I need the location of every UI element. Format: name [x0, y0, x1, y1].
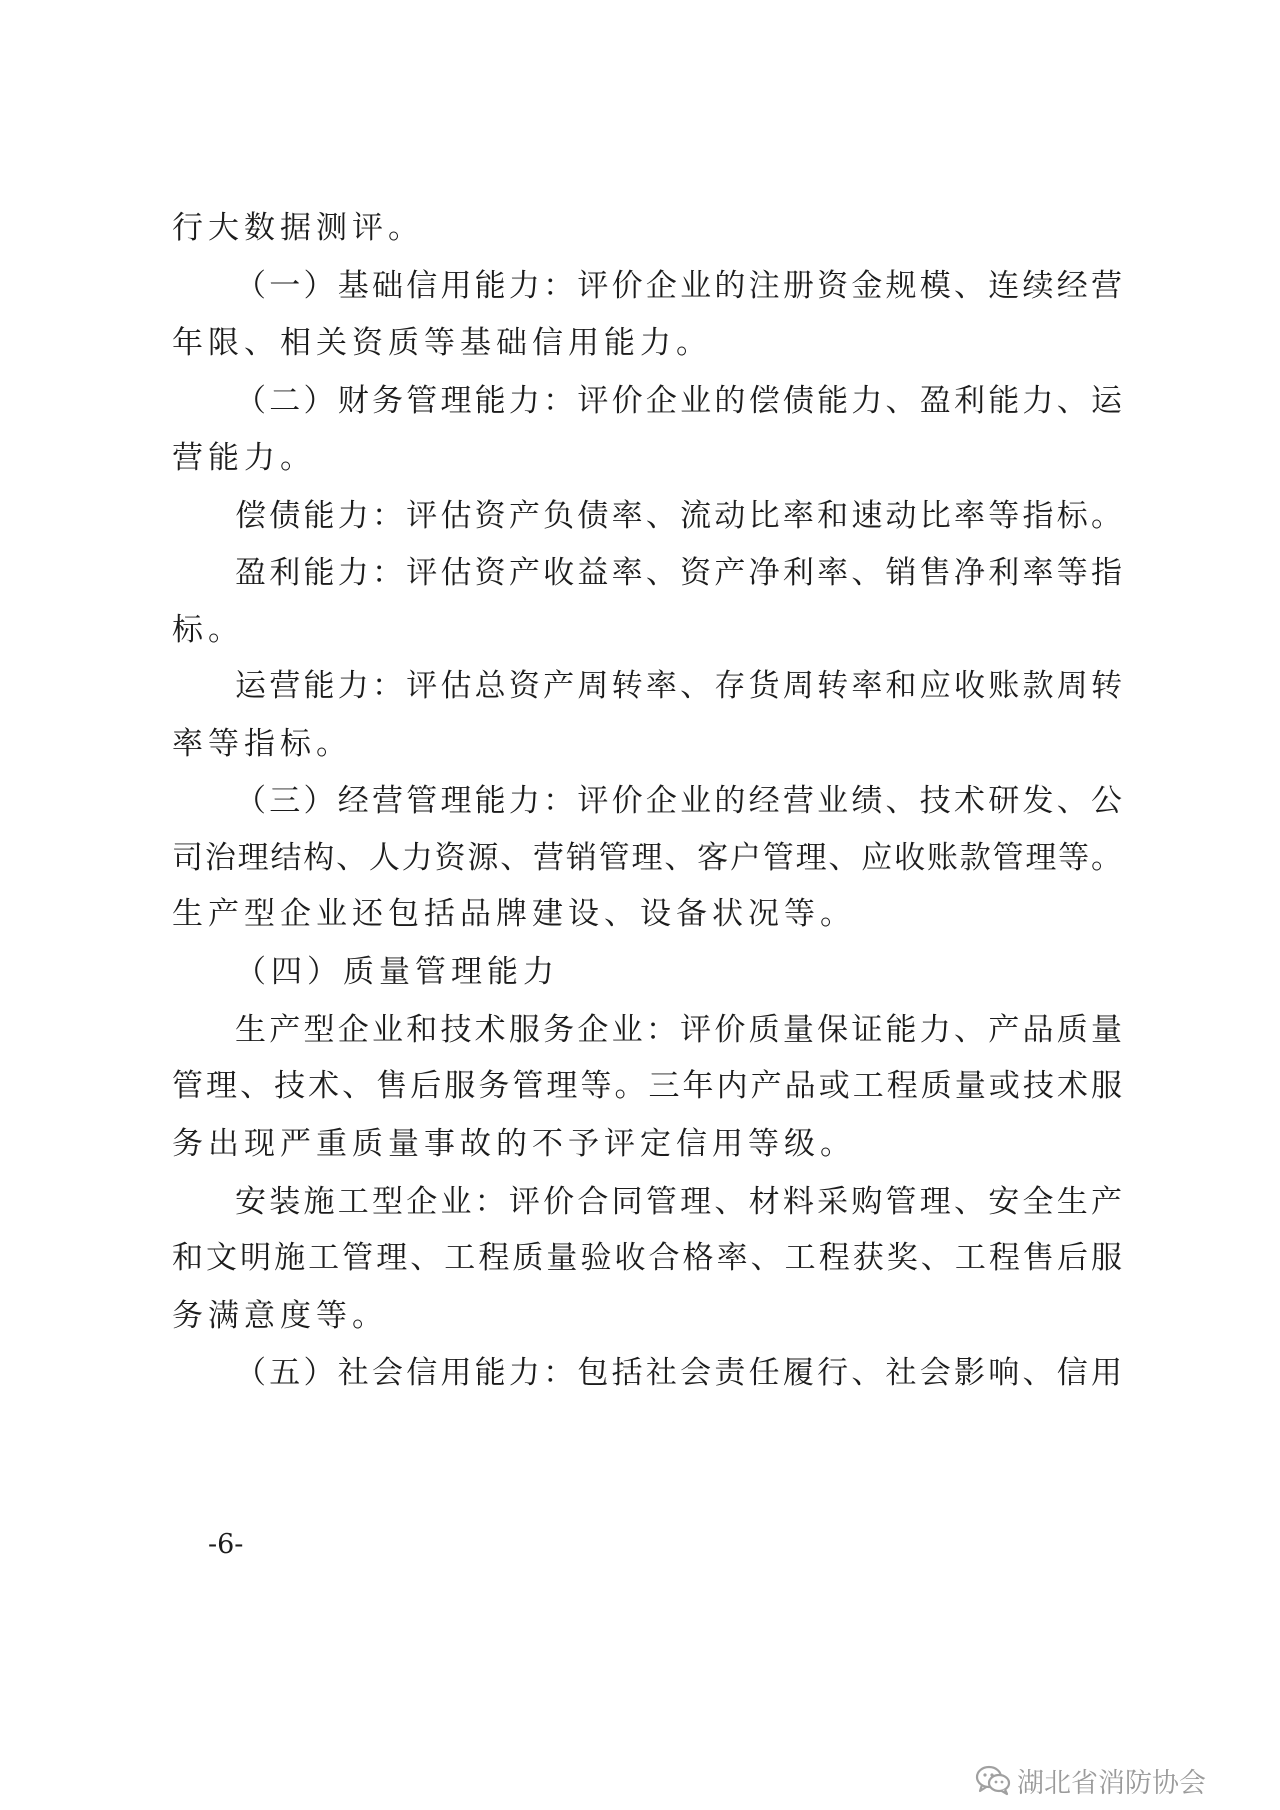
text-line: （一）基础信用能力：评价企业的注册资金规模、连续经营 [235, 268, 1122, 304]
text-line: 年限、相关资质等基础信用能力。 [172, 325, 712, 361]
text-line: 务出现严重质量事故的不予评定信用等级。 [172, 1126, 856, 1162]
text-line: 率等指标。 [172, 726, 352, 762]
text-line: 偿债能力：评估资产负债率、流动比率和速动比率等指标。 [235, 498, 1122, 534]
watermark [975, 1762, 1206, 1798]
text-line: 标。 [172, 612, 244, 648]
text-line: 司治理结构、人力资源、营销管理、客户管理、应收账款管理等。 [172, 840, 1122, 876]
text-line: 安装施工型企业：评价合同管理、材料采购管理、安全生产 [235, 1184, 1122, 1220]
page-number: -6- [208, 1529, 244, 1560]
text-line: 营能力。 [172, 440, 316, 476]
wechat-icon [975, 1764, 1011, 1796]
text-line: 生产型企业和技术服务企业：评价质量保证能力、产品质量 [235, 1012, 1122, 1048]
text-line: （五）社会信用能力：包括社会责任履行、社会影响、信用 [235, 1355, 1122, 1391]
text-line: （三）经营管理能力：评价企业的经营业绩、技术研发、公 [235, 783, 1122, 819]
text-line: 生产型企业还包括品牌建设、设备状况等。 [172, 896, 856, 932]
watermark-text: 湖北省消防协会 [1017, 1767, 1206, 1799]
text-line: （四）质量管理能力 [235, 954, 559, 990]
text-line: 务满意度等。 [172, 1298, 388, 1334]
text-line: 和文明施工管理、工程质量验收合格率、工程获奖、工程售后服 [172, 1240, 1122, 1276]
text-line: 管理、技术、售后服务管理等。三年内产品或工程质量或技术服 [172, 1068, 1122, 1104]
text-line: 盈利能力：评估资产收益率、资产净利率、销售净利率等指 [235, 555, 1122, 591]
text-line: 行大数据测评。 [172, 210, 424, 246]
text-line: （二）财务管理能力：评价企业的偿债能力、盈利能力、运 [235, 383, 1122, 419]
text-line: 运营能力：评估总资产周转率、存货周转率和应收账款周转 [235, 668, 1122, 704]
